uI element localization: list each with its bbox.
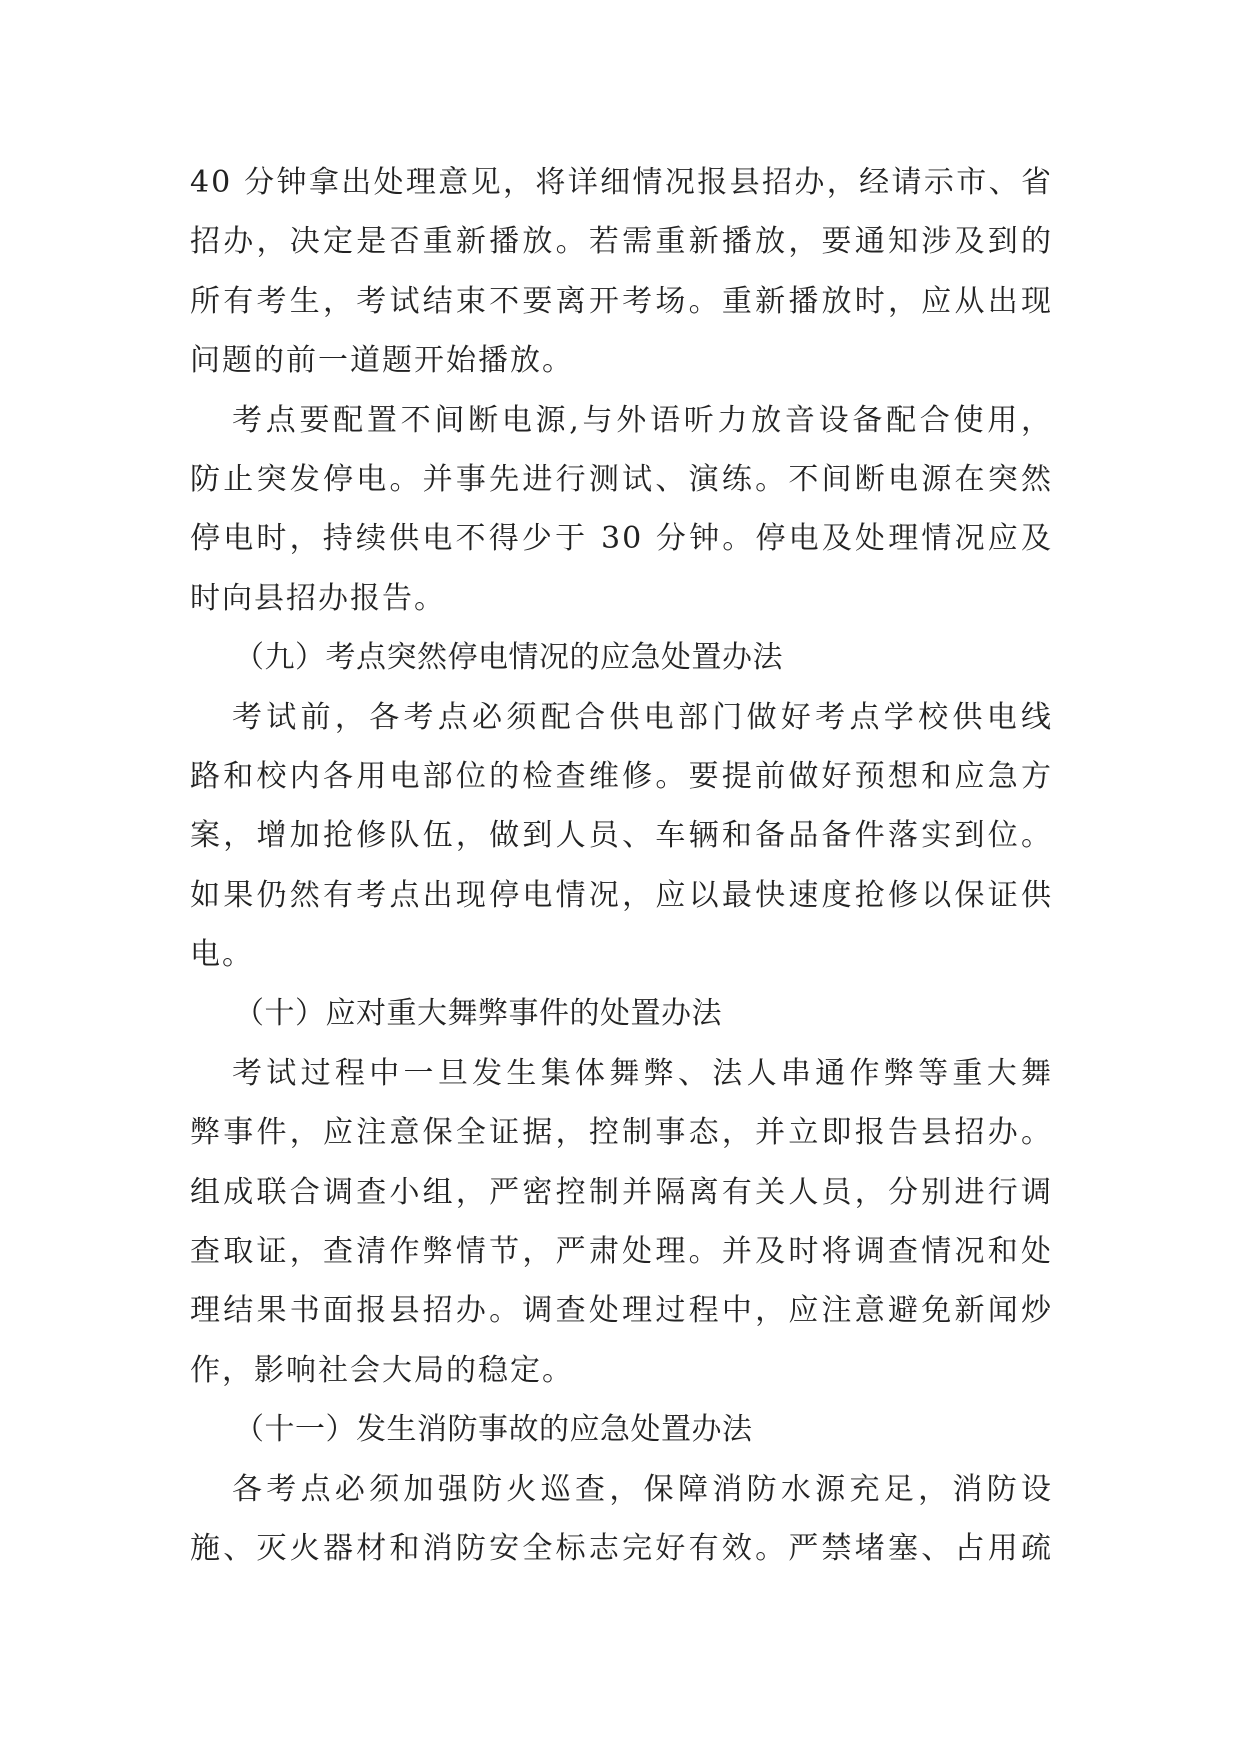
section-heading-text: （十）应对重大舞弊事件的处置办法 [234,996,722,1032]
section-heading [190,628,1053,687]
section-heading [190,1400,1053,1459]
section-heading-text: （十一）发生消防事故的应急处置办法 [234,1412,753,1448]
text-line: 查取证，查清作弊情节，严肃处理。并及时将调查情况和处 [190,1234,1053,1270]
text-line: 案，增加抢修队伍，做到人员、车辆和备品备件落实到位。 [190,818,1053,854]
text-line: 招办，决定是否重新播放。若需重新播放，要通知涉及到的 [190,224,1053,260]
paragraph [190,391,1053,629]
text-line: 时向县招办报告。 [190,580,446,616]
text-line: 如果仍然有考点出现停电情况，应以最快速度抢修以保证供 [190,877,1053,913]
text-line: 问题的前一道题开始播放。 [190,343,574,379]
text-line: 理结果书面报县招办。调查处理过程中，应注意避免新闻炒 [190,1293,1053,1329]
text-line: 考试过程中一旦发生集体舞弊、法人串通作弊等重大舞 [232,1055,1053,1091]
paragraph [190,1044,1053,1400]
section-heading [190,984,1053,1043]
text-line: 所有考生，考试结束不要离开考场。重新播放时，应从出现 [190,283,1053,319]
document-body [190,153,1053,1578]
text-line: 考试前，各考点必须配合供电部门做好考点学校供电线 [232,699,1053,735]
text-line: 防止突发停电。并事先进行测试、演练。不间断电源在突然 [190,461,1053,497]
paragraph [190,1460,1053,1579]
text-line: 各考点必须加强防火巡查，保障消防水源充足，消防设 [232,1471,1053,1507]
text-line: 作，影响社会大局的稳定。 [190,1352,574,1388]
paragraph [190,153,1053,391]
paragraph [190,688,1053,985]
text-line: 组成联合调查小组，严密控制并隔离有关人员，分别进行调 [190,1174,1053,1210]
section-heading-text: （九）考点突然停电情况的应急处置办法 [234,640,783,676]
text-line: 停电时，持续供电不得少于 30 分钟。停电及处理情况应及 [190,521,1053,557]
text-line: 电。 [190,937,254,973]
text-line: 施、灭火器材和消防安全标志完好有效。严禁堵塞、占用疏 [190,1530,1053,1566]
text-line: 路和校内各用电部位的检查维修。要提前做好预想和应急方 [190,758,1053,794]
text-line: 考点要配置不间断电源,与外语听力放音设备配合使用， [232,402,1053,438]
text-line: 弊事件，应注意保全证据，控制事态，并立即报告县招办。 [190,1115,1053,1151]
text-line: 40 分钟拿出处理意见，将详细情况报县招办，经请示市、省 [190,165,1053,200]
